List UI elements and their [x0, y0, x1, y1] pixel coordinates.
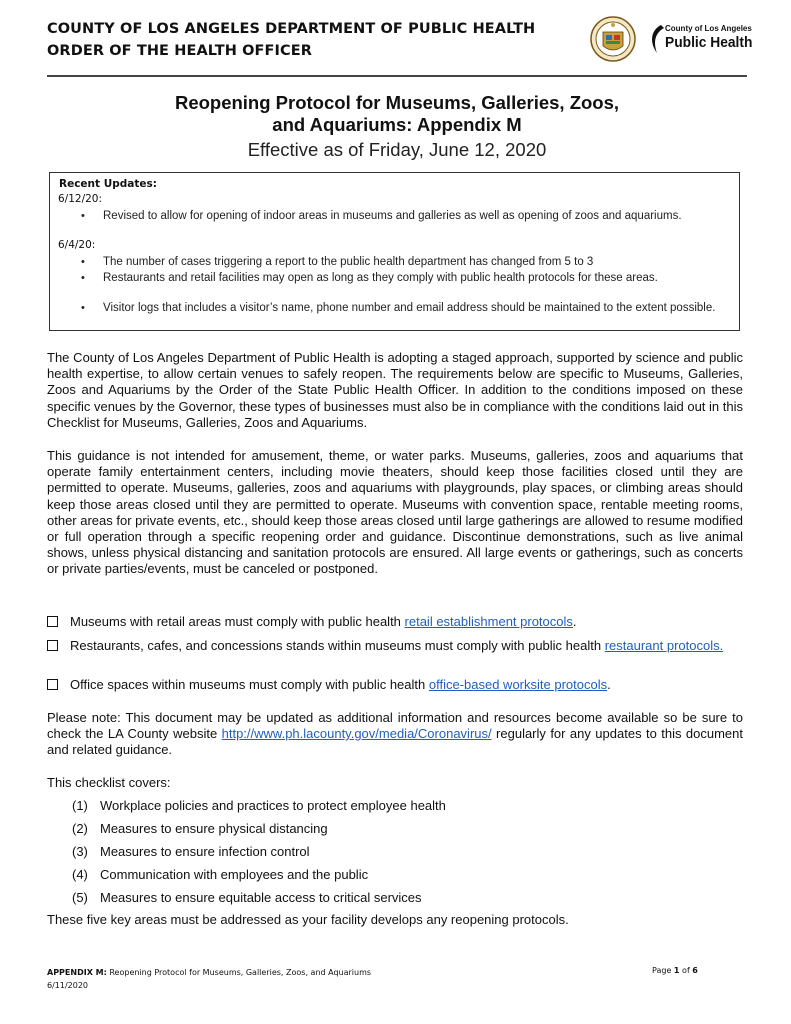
bullet-icon: •: [81, 272, 85, 284]
la-county-website-link[interactable]: http://www.ph.lacounty.gov/media/Coronavirus/: [221, 726, 492, 742]
office-protocols-link[interactable]: office-based worksite protocols: [428, 677, 608, 692]
county-seal-icon: [590, 16, 636, 62]
logo-big-text: Public Health: [665, 34, 753, 51]
logo-small-text: County of Los Angeles: [665, 24, 752, 33]
page-footer: [47, 966, 371, 992]
header-divider: [47, 75, 747, 77]
covers-outro: These five key areas must be addressed as your facility develops any reopening protocols.: [47, 912, 569, 927]
public-health-logo: [647, 22, 753, 58]
covers-item: (3) Measures to ensure infection control: [72, 844, 310, 859]
title-line-1: Reopening Protocol for Museums, Galleries, Zoos,: [174, 92, 620, 113]
page-number: Page 1 of 6: [652, 966, 698, 975]
update-item: • The number of cases triggering a report to the public health department has changed from 5 to 3: [81, 256, 594, 268]
bullet-icon: •: [81, 302, 85, 314]
updates-heading: Recent Updates:: [59, 178, 157, 190]
update-date: 6/12/20:: [58, 193, 103, 205]
header-line-1: COUNTY OF LOS ANGELES DEPARTMENT OF PUBLIC HEALTH: [47, 21, 536, 37]
footer-date: 6/11/2020: [47, 981, 89, 990]
update-item: • Restaurants and retail facilities may open as long as they comply with public health protocols for these areas.: [81, 272, 658, 284]
update-date: 6/4/20:: [58, 239, 96, 251]
effective-date: Effective as of Friday, June 12, 2020: [247, 139, 547, 160]
checkbox[interactable]: [47, 616, 58, 627]
covers-item: (1) Workplace policies and practices to protect employee health: [72, 798, 446, 813]
swoosh-icon: [647, 24, 665, 54]
covers-item: (4) Communication with employees and the public: [72, 867, 369, 882]
document-title: [47, 92, 747, 136]
header-title: [47, 18, 535, 62]
retail-protocols-link[interactable]: retail establishment protocols: [404, 614, 573, 629]
update-item: • Visitor logs that includes a visitor’s name, phone number and email address should be maintained to the extent possible.: [81, 302, 716, 314]
header-line-2: ORDER OF THE HEALTH OFFICER: [47, 43, 313, 59]
title-line-2: and Aquariums: Appendix M: [272, 114, 522, 135]
note-paragraph: Please note: This document may be updated as additional information and resources become available so be sure to check the LA County website http://www.ph.lacounty.gov/media/Coronavirus/ regularly for any updates to this document and related guidance.: [47, 710, 743, 758]
bullet-icon: •: [81, 256, 85, 268]
footer-title: APPENDIX M: Reopening Protocol for Museums, Galleries, Zoos, and Aquariums: [47, 968, 372, 977]
guidance-paragraph: This guidance is not intended for amusement, theme, or water parks. Museums, galleries, zoos and aquariums that operate family entertainment centers, including movie theaters, should keep those facilities closed until they are permitted to operate. Museums, galleries, zoos and aquariums with playgrounds, play spaces, or climbing areas should keep those areas closed until they are permitted to operate. Museums with convention space, rentable meeting rooms, other areas for private events, etc., should keep those areas closed until large gatherings are allowed to resume modified or full operation through a specific reopening order and guidance. Discontinue demonstrations, such as live animal shows, unless physical distancing and sanitation protocols are ensured. All large events or gatherings, such as concerts or private parties/events, must be canceled or postponed.: [47, 448, 743, 577]
update-item: • Revised to allow for opening of indoor areas in museums and galleries as well as opening of zoos and aquariums.: [81, 210, 682, 222]
covers-item: (5) Measures to ensure equitable access to critical services: [72, 890, 422, 905]
recent-updates-box: [49, 172, 740, 331]
restaurant-protocols-link[interactable]: restaurant protocols.: [604, 638, 724, 653]
covers-intro: This checklist covers:: [47, 775, 171, 790]
bullet-icon: •: [81, 210, 85, 222]
checkbox[interactable]: [47, 679, 58, 690]
intro-paragraph: The County of Los Angeles Department of Public Health is adopting a staged approach, supported by science and public health expertise, to allow certain venues to safely reopen. The requirements below are specific to Museums, Galleries, Zoos and Aquariums by the Order of the State Public Health Officer. In addition to the conditions imposed on these specific venues by the Governor, these types of businesses must also be in compliance with the conditions laid out in this Checklist for Museums, Galleries, Zoos and Aquariums.: [47, 350, 743, 430]
checkbox[interactable]: [47, 640, 58, 651]
covers-item: (2) Measures to ensure physical distancing: [72, 821, 328, 836]
document-header: [47, 16, 753, 74]
